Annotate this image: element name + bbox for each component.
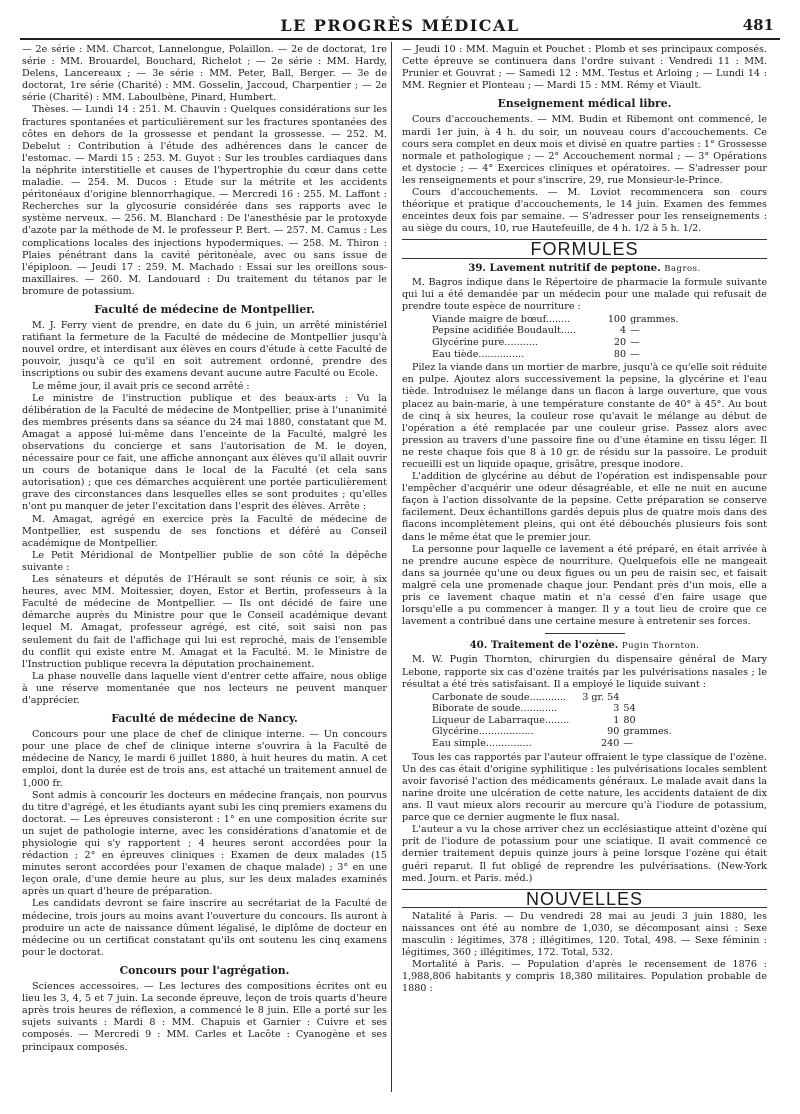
right-column — [402, 44, 767, 995]
paragraph: L'auteur a vu la chose arriver chez un ecclésiastique atteint d'ozène qui prit de l'iodure de potassium pour une sciatique. Il avait commencé ce dernier traitement depuis quinze jours à peine lorsque l'ozène qui était guéri reparut. Il fut obligé de reprendre les pulvérisations. (New-York med. Journ. et Paris. méd.) — [402, 824, 767, 884]
ingredient-qty: 3 — [613, 703, 620, 715]
ingredient-name: Carbonate de soude............ — [432, 691, 567, 703]
paragraph: Le ministre de l'instruction publique et des beaux-arts : Vu la délibération de la Faculté de médecine de Montpellier, prise à l'unanimité des membres présents dans sa séance du 24 mai 1880, constatant que M. Amagat a apposé lui-même dans l'enceinte de la Faculté, malgré les observations du concierge et sans l'autorisation de M. le doyen, nécessaire pour ce fait, une affiche annonçant aux élèves qu'il allait ouvrir un cours de botanique dans le local de la Faculté (et cela sans autorisation) ; que ces démarches acquièrent une portée particulièrement grave des circonstances dans lesquelles elles se sont produites ; qu'elles n'ont pu manquer de jeter l'excitation dans l'esprit des élèves. Arrête : — [22, 392, 387, 513]
ingredient-row — [432, 314, 678, 326]
ingredient-qty: 20 — [613, 337, 627, 349]
ingredient-name: Glycérine.................. — [432, 726, 534, 738]
column-divider — [391, 42, 392, 1092]
ingredient-unit: 54 — [623, 703, 636, 715]
ingredient-name: Viande maigre de bœuf........ — [432, 313, 571, 325]
ingredient-row — [432, 715, 672, 727]
theses-text: Thèses. — Lundi 14 : 251. M. Chauvin : Quelques considérations sur les fractures spontanées et particulièrement sur les fractures spontanées des côtes en dehors de la grossesse et pendant la grossesse. — 252. M. Debelut : Contribution à l'étude des adhérences dans le cancer de l'estomac. — Mardi 15 : 253. M. Guyot : Sur les troubles cardiaques dans la néphrite interstitielle et causes de l'hypertrophie du cœur dans cette maladie. — 254. M. Ducos : Etude sur la métrite et les accidents péritonéaux d'origine blennorrhagique. — Mercredi 16 : 255. M. Laffont : Recherches sur la glycosurie considérée dans ses rapports avec le système nerveux. — 256. M. Blanchard : De l'anesthésie par le protoxyde d'azote par la méthode de M. le professeur P. Bert. — 257. M. Camus : Les complications locales des injections hypodermiques. — 258. M. Thiron : Plaies pénétrant dans la cavité péritonéale, avec ou sans issue de l'épiploon. — Jeudi 17 : 259. M. Machado : Essai sur les oreillons sous-maxillaires. — 260. M. Landouard : Du traitement du tétanos par le bromure de potassium. — [22, 104, 387, 297]
paragraph: L'addition de glycérine au début de l'opération est indispensable pour l'empêcher d'acquérir une odeur désagréable, et elle ne nuit en aucune façon à l'action dissolvante de la pepsine. Cette préparation se conserve facilement. Deux échantillons gardés depuis plus de quatre mois dans des flacons incomplètement pleins, qui ont été débouchés plusieurs fois sont dans le même état que le premier jour. — [402, 471, 767, 543]
ingredient-row — [432, 703, 672, 715]
paragraph: Sciences accessoires. — Les lectures des compositions écrites ont eu lieu les 3, 4, 5 et 7 juin. La seconde épreuve, leçon de trois quarts d'heure après trois heures de réflexion, a commencé le 8 juin. Elle a porté sur les sujets suivants : Mardi 8 : MM. Chapuis et Garnier : Cuivre et ses composés. — Mercredi 9 : MM. Carles et Lacôte : Cyanogène et ses principaux composés. — [22, 981, 387, 1053]
ingredient-qty: 90 — [607, 726, 620, 738]
ingredient-name: Eau simple............... — [432, 738, 532, 750]
paragraph: Sont admis à concourir les docteurs en médecine français, non pourvus du titre d'agrégé, et les étudiants ayant subi les cinq premiers examens du doctorat. — Les épreuves consisteront : 1° en une composition écrite sur un sujet de pathologie interne, avec les considérations d'anatomie et de physiologie qui s'y rapportent ; 4 heures seront accordées pour la rédaction ; 2° en épreuves cliniques : Examen de deux malades (15 minutes seront accordées pour l'examen de chaque malade) ; 3° en une leçon orale, d'une demie heure au plus, sur les deux malades examinés après un quart d'heure de préparation. — [22, 789, 387, 898]
paragraph: Cours d'accouchements. — M. Loviot recommencera son cours théorique et pratique d'accouchements, le 14 juin. Examen des femmes enceintes deux fois par semaine. — S'adresser pour les renseignements : au siège du cours, 10, rue Hautefeuille, de 4 h. 1/2 à 5 h. 1/2. — [402, 187, 767, 235]
ingredient-row — [432, 738, 672, 750]
ingredient-row — [432, 692, 672, 704]
recipe-name: 40. Traitement de l'ozène. — [469, 639, 619, 652]
ingredient-row — [432, 337, 678, 349]
recipe-author: Pugin Thornton. — [621, 641, 700, 652]
ingredient-unit: 80 — [623, 714, 636, 726]
recipe-ingredients-table — [432, 692, 672, 750]
paragraph: M. W. Pugin Thornton, chirurgien du dispensaire général de Mary Lebone, rapporte six cas d'ozène traités par les pulvérisations nasales ; le résultat a été très satisfaisant. Il a employé le liquide suivant : — [402, 654, 767, 690]
paragraph: M. Amagat, agrégé en exercice près la Faculté de médecine de Montpellier, est suspendu de ses fonctions et déféré au Conseil académique de Montpellier. — [22, 513, 387, 549]
ingredient-unit: grammes. — [623, 726, 672, 738]
paragraph: La personne pour laquelle ce lavement a été préparé, en était arrivée à ne prendre aucune espèce de nourriture. Quelquefois elle ne mangeait dans sa journée qu'une ou deux figues ou un peu de raisin sec, et faisait malgré cela une promenade chaque jour. Pendant près d'un mois, elle a pris ce lavement chaque matin et n'a cessé d'en faire usage que lorsqu'elle a pu commencer à manger. Il y a tout lieu de croire que ce lavement a contribué dans une certaine mesure à entretenir ses forces. — [402, 543, 767, 628]
ingredient-unit: — — [630, 337, 640, 349]
ingredient-name: Pepsine acidifiée Boudault..... — [432, 325, 577, 337]
recipe-author: Bagros. — [664, 263, 701, 274]
ingredient-qty: 100 — [607, 313, 627, 325]
nouvelles-heading: NOUVELLES — [402, 889, 767, 908]
paragraph: Cours d'accouchements. — MM. Budin et Ribemont ont commencé, le mardi 1er juin, à 4 h. du soir, un nouveau cours d'accouchements. Ce cours sera complet en deux mois et divisé en quatre parties : 1° Grossesse normale et pathologique ; — 2° Accouchement normal ; — 3° Opérations et dystocie ; — 4° Exercices cliniques et opératoires. — S'adresser pour les renseignements et pour s'inscrire, 29, rue Monsieur-le-Prince. — [402, 114, 767, 186]
paragraph: Les candidats devront se faire inscrire au secrétariat de la Faculté de médecine, trois jours au moins avant l'ouverture du concours. Ils auront à produire un acte de naissance dûment légalisé, le diplôme de docteur en médecine ou un certificat constatant qu'ils ont soutenu les cinq examens pour le doctorat. — [22, 898, 387, 958]
ingredient-unit: — — [623, 738, 633, 750]
ingredient-unit: — — [630, 325, 640, 337]
paragraph: Les sénateurs et députés de l'Hérault se sont réunis ce soir, à six heures, avec MM. Moitessier, doyen, Estor et Bertin, professeurs à la Faculté de médecine de Montpellier. — Ils ont décidé de faire une démarche auprès du Ministre pour que le Conseil académique devant lequel M. Amagat, professeur agrégé, est cité, soit saisi non pas seulement du fait de l'affichage qui lui est reproché, mais de l'ensemble du conflit qui existe entre M. Amagat et la Faculté. M. le Ministre de l'Instruction publique recevra la députation prochainement. — [22, 574, 387, 670]
paragraph: — Jeudi 10 : MM. Maguin et Pouchet : Plomb et ses principaux composés. Cette épreuve se continuera dans l'ordre suivant : Vendredi 11 : MM. Prunier et Gouvrat ; — Samedi 12 : MM. Testus et Arloing ; — Lundi 14 : MM. Regnier et Plonteau ; — Mardi 15 : MM. Rémy et Viault. — [402, 44, 767, 92]
ingredient-qty: 1 — [613, 714, 620, 726]
paragraph: Pilez la viande dans un mortier de marbre, jusqu'à ce qu'elle soit réduite en pulpe. Ajoutez alors successivement la pepsine, la glycérine et l'eau tiède. Introduisez le mélange dans un flacon à large ouverture, que vous placez au bain-marie, à une température constante de 40° à 45°. Au bout de cinq à six heures, la couleur rose qu'avait le mélange au début de l'opération a été remplacée par une couleur grise. Passez alors avec pression au travers d'une passoire fine ou d'une étamine en tissu léger. Il ne reste chaque fois que 8 à 10 gr. de résidu sur la passoire. Le produit recueilli est un liquide opaque, grisâtre, presque inodore. — [402, 362, 767, 470]
paragraph: Le Petit Méridional de Montpellier publie de son côté la dépêche suivante : — [22, 549, 387, 573]
ingredient-name: Biborate de soude............ — [432, 703, 558, 715]
ingredient-name: Glycérine pure........... — [432, 337, 538, 349]
recipe-title — [402, 262, 767, 275]
recipe-name: 39. Lavement nutritif de peptone. — [468, 261, 661, 274]
ingredient-unit — [619, 692, 671, 704]
page-number: 481 — [742, 16, 774, 34]
paragraph: Tous les cas rapportés par l'auteur offraient le type classique de l'ozène. Un des cas était d'origine syphilitique : les pulvérisations locales semblent avoir favorisé l'action des médicaments généraux. Le malade avait dans la narine droite une ulcération de cette nature, les accidents dataient de dix ans. Il vaut mieux alors recourir au mercure qu'à l'iodure de potassium, parce que ce dernier augmente le flux nasal. — [402, 751, 767, 824]
ingredient-row — [432, 325, 678, 337]
recipe-ingredients-table — [432, 314, 678, 360]
page-header — [20, 16, 780, 38]
section-title-nancy: Faculté de médecine de Nancy. — [111, 712, 298, 726]
formules-heading: FORMULES — [402, 239, 767, 258]
paragraph: M. J. Ferry vient de prendre, en date du 6 juin, un arrêté ministériel ratifiant la fermeture de la Faculté de médecine de Montpellier jusqu'à nouvel ordre, et interdisant aux élèves en cours d'étude à cette Faculté de pouvoir, jusqu'à ce qu'il en soit autrement ordonné, prendre des inscriptions ou subir des examens devant aucune autre Faculté ou Ecole. — [22, 320, 387, 380]
section-title-agregation: Concours pour l'agrégation. — [119, 963, 290, 977]
ingredient-qty: 3 gr. 54 — [582, 691, 620, 703]
journal-title: LE PROGRÈS MÉDICAL — [280, 16, 520, 35]
paragraph: La phase nouvelle dans laquelle vient d'entrer cette affaire, nous oblige à une réserve momentanée que nos lecteurs ne peuvent manquer d'apprécier. — [22, 670, 387, 706]
paragraph: M. Bagros indique dans le Répertoire de pharmacie la formule suivante qui lui a été demandée par un médecin pour une malade qui refusait de prendre toute espèce de nourriture : — [402, 276, 767, 312]
ingredient-qty: 240 — [601, 738, 620, 750]
ingredient-unit: grammes. — [630, 313, 679, 325]
ingredient-qty: 4 — [620, 325, 627, 337]
header-rule — [20, 38, 780, 40]
section-title-enseignement: Enseignement médical libre. — [497, 97, 672, 111]
ingredient-row — [432, 349, 678, 361]
section-title-montpellier: Faculté de médecine de Montpellier. — [94, 302, 315, 316]
ingredient-row — [432, 726, 672, 738]
ingredient-name: Eau tiède............... — [432, 348, 525, 360]
ingredient-qty: 80 — [613, 348, 627, 360]
paragraph: Mortalité à Paris. — Population d'après le recensement de 1876 : 1,988,806 habitants y compris 18,380 militaires. Population probable de 1880 : — [402, 959, 767, 995]
paragraph: Natalité à Paris. — Du vendredi 28 mai au jeudi 3 juin 1880, les naissances ont été au nombre de 1,030, se décomposant ainsi : Sexe masculin : légitimes, 378 ; illégitimes, 120. Total, 498. — Sexe féminin : légitimes, 360 ; illégitimes, 172. Total, 532. — [402, 910, 767, 959]
exam-schedule-text: — 2e série : MM. Charcot, Lannelongue, Polaillon. — 2e de doctorat, 1re série : MM. Brouardel, Bouchard, Richelot ; — 2e série : MM. Hardy, Delens, Lancereaux ; — 3e série : MM. Peter, Ball, Berger. — 3e de doctorat, 1re série (Charité) : MM. Gosselin, Jaccoud, Charpentier ; — 2e série (Charité) : MM. Laboulbène, Pinard, Humbert. — [22, 44, 387, 104]
recipe-title — [402, 639, 767, 652]
divider — [545, 633, 625, 634]
paragraph: Le même jour, il avait pris ce second arrêté : — [32, 380, 250, 392]
left-column — [22, 44, 387, 1054]
paragraph: Concours pour une place de chef de clinique interne. — Un concours pour une place de chef de clinique interne s'ouvrira à la Faculté de médecine de Nancy, le mardi 6 juillet 1880, à huit heures du matin. A cet emploi, dont la durée est de trois ans, est attaché un traitement annuel de 1,000 fr. — [22, 729, 387, 789]
ingredient-unit: — — [630, 348, 640, 360]
ingredient-name: Liqueur de Labarraque........ — [432, 714, 570, 726]
